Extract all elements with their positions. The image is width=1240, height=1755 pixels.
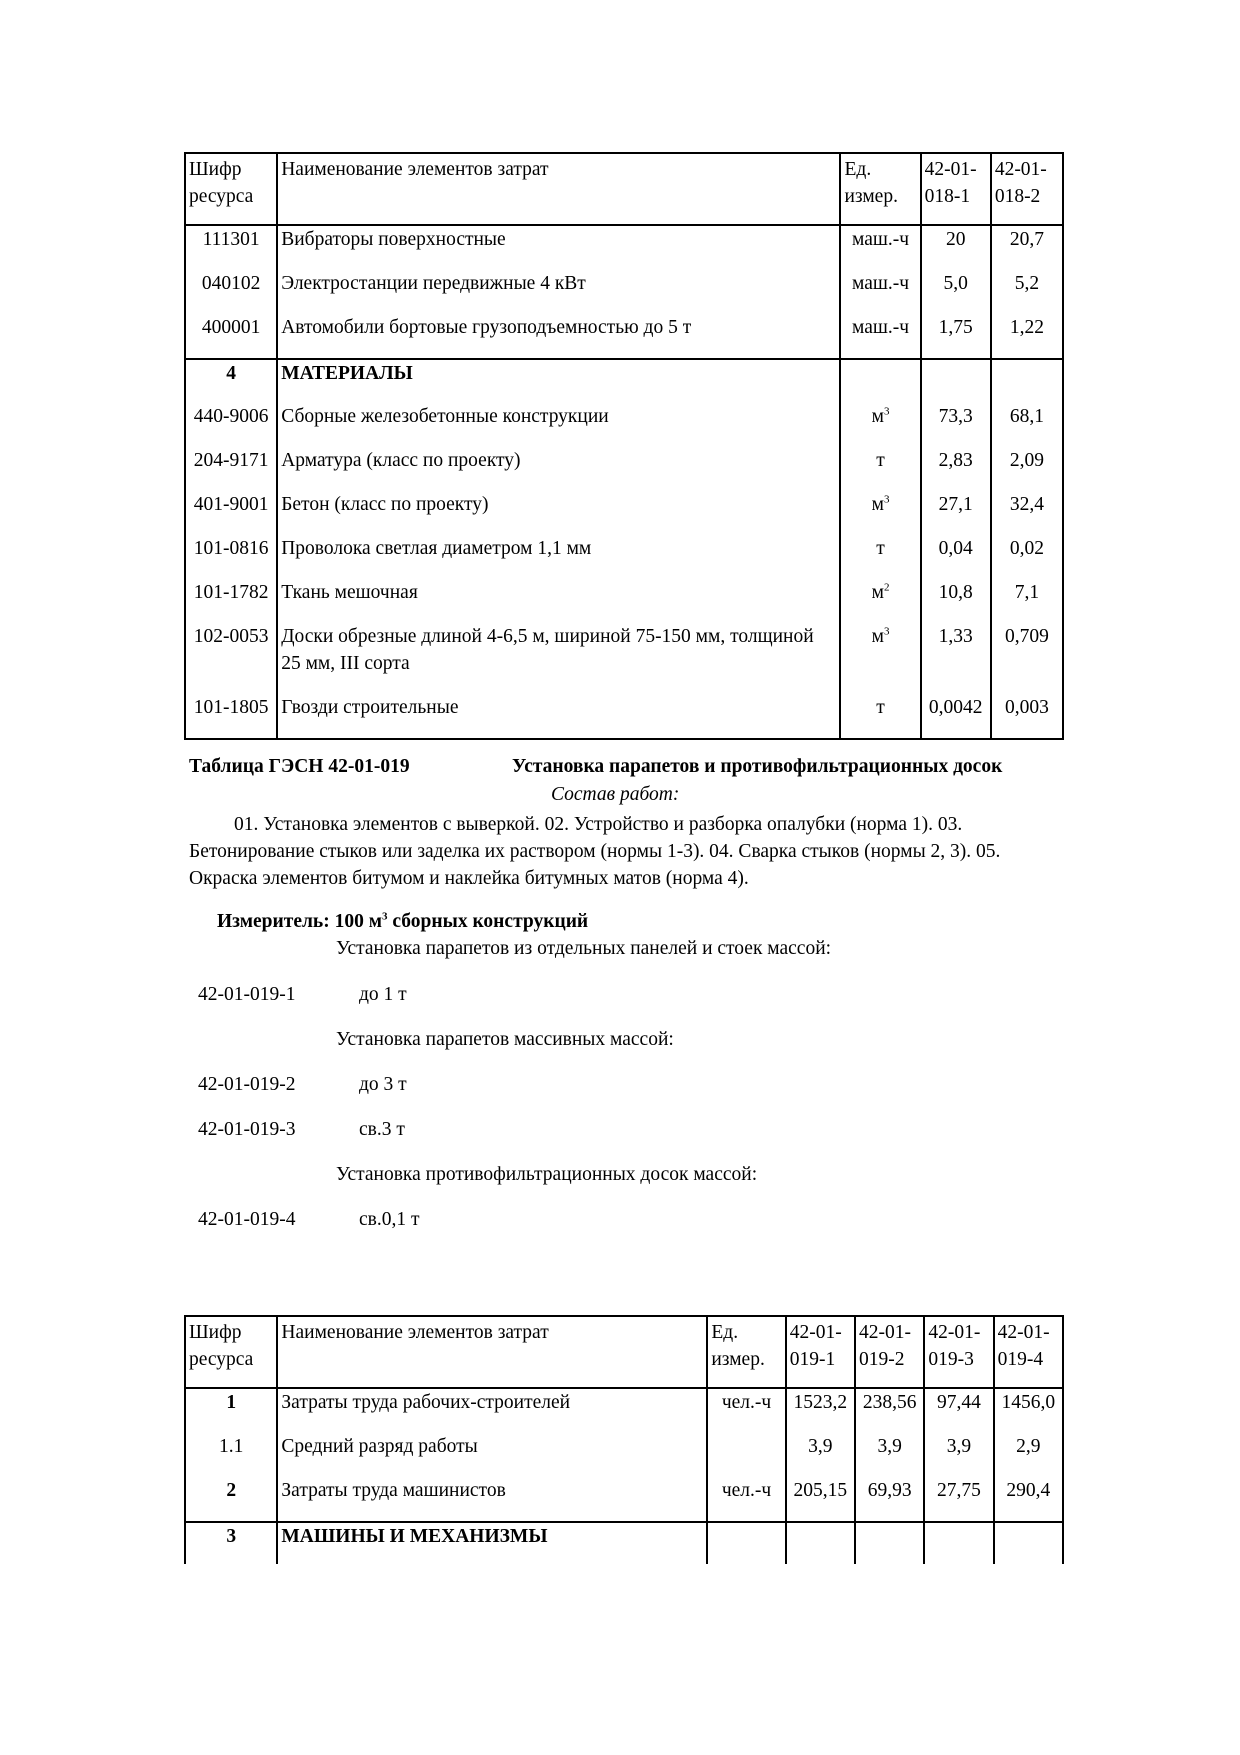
resource-unit: т <box>840 535 920 579</box>
resource-code: 111301 <box>185 225 277 270</box>
resource-code: 040102 <box>185 270 277 314</box>
resource-name: Затраты труда рабочих-строителей <box>277 1388 707 1433</box>
value-col-1: 2,83 <box>921 447 991 491</box>
header-col-2: 42-01-018-2 <box>991 153 1063 225</box>
value-col-2: 69,93 <box>855 1477 924 1522</box>
group-title-1: Установка парапетов из отдельных панелей и стоек массой: <box>336 938 832 959</box>
resource-name: Доски обрезные длиной 4-6,5 м, шириной 75-150 мм, толщиной 25 мм, III сорта <box>277 623 840 694</box>
resource-name: Сборные железобетонные конструкции <box>277 403 840 447</box>
header-unit: Ед. измер. <box>707 1316 785 1388</box>
resource-name: Автомобили бортовые грузоподъемностью до 5 т <box>277 314 840 359</box>
value-col-1: 27,1 <box>921 491 991 535</box>
resource-name: Бетон (класс по проекту) <box>277 491 840 535</box>
item-code-3: 42-01-019-3 <box>198 1119 296 1140</box>
value-col-2: 0,02 <box>991 535 1063 579</box>
resource-unit: маш.-ч <box>840 314 920 359</box>
resource-name: Затраты труда машинистов <box>277 1477 707 1522</box>
resource-name: Проволока светлая диаметром 1,1 мм <box>277 535 840 579</box>
header-unit: Ед. измер. <box>840 153 920 225</box>
section-row <box>185 1522 1063 1564</box>
item-code-2: 42-01-019-2 <box>198 1074 296 1095</box>
value-col-2: 0,003 <box>991 694 1063 739</box>
resource-code: 102-0053 <box>185 623 277 694</box>
value-col-2: 238,56 <box>855 1388 924 1433</box>
resource-code: 2 <box>185 1477 277 1522</box>
value-col-2: 1,22 <box>991 314 1063 359</box>
table-row <box>185 535 1063 579</box>
resource-unit: $м^2$ <box>840 579 920 623</box>
resource-code: 204-9171 <box>185 447 277 491</box>
resource-name: Вибраторы поверхностные <box>277 225 840 270</box>
resource-name: Арматура (класс по проекту) <box>277 447 840 491</box>
table-row <box>185 623 1063 694</box>
resource-code: 101-1805 <box>185 694 277 739</box>
resource-unit: маш.-ч <box>840 270 920 314</box>
resource-code: 101-0816 <box>185 535 277 579</box>
table-row <box>185 270 1063 314</box>
section-row <box>185 359 1063 403</box>
header-name: Наименование элементов затрат <box>277 153 840 225</box>
meter: Измеритель: 100 $м^3$ сборных конструкций <box>217 910 589 932</box>
resource-name: Электростанции передвижные 4 кВт <box>277 270 840 314</box>
header-col-1: 42-01-019-1 <box>786 1316 855 1388</box>
resource-unit: $м^3$ <box>840 623 920 694</box>
header-col-2: 42-01-019-2 <box>855 1316 924 1388</box>
resource-code: 1 <box>185 1388 277 1433</box>
group-title-2: Установка парапетов массивных массой: <box>336 1029 674 1050</box>
value-col-1: 5,0 <box>921 270 991 314</box>
resource-unit: т <box>840 447 920 491</box>
value-col-2: 68,1 <box>991 403 1063 447</box>
value-col-1: 3,9 <box>786 1433 855 1477</box>
header-col-1: 42-01-018-1 <box>921 153 991 225</box>
resource-unit: т <box>840 694 920 739</box>
resource-unit: $м^3$ <box>840 403 920 447</box>
value-col-1: 20 <box>921 225 991 270</box>
value-col-2: 3,9 <box>855 1433 924 1477</box>
resource-code: 401-9001 <box>185 491 277 535</box>
table-row <box>185 314 1063 359</box>
value-col-1: 205,15 <box>786 1477 855 1522</box>
value-col-2: 2,09 <box>991 447 1063 491</box>
value-col-4: 2,9 <box>994 1433 1063 1477</box>
table-row <box>185 403 1063 447</box>
resource-unit: маш.-ч <box>840 225 920 270</box>
table-row <box>185 694 1063 739</box>
table-title: Установка парапетов и противофильтрационных досок <box>512 756 1003 777</box>
section-name: МАШИНЫ И МЕХАНИЗМЫ <box>277 1522 707 1564</box>
resource-name: Средний разряд работы <box>277 1433 707 1477</box>
section-code: 3 <box>185 1522 277 1564</box>
item-code-1: 42-01-019-1 <box>198 984 296 1005</box>
value-col-1: 0,0042 <box>921 694 991 739</box>
resource-unit <box>707 1433 785 1477</box>
value-col-1: 73,3 <box>921 403 991 447</box>
value-col-4: 290,4 <box>994 1477 1063 1522</box>
value-col-1: 1,75 <box>921 314 991 359</box>
header-col-4: 42-01-019-4 <box>994 1316 1063 1388</box>
work-description: 01. Установка элементов с выверкой. 02. Устройство и разборка опалубки (норма 1). 03. Бетонирование стыков или заделка их раствором (нормы 1-3). 04. Сварка стыков (нормы 2, 3). 05. Окраска элементов битумом и наклейка битумных матов (норма 4). <box>189 814 1001 889</box>
item-text-4: св.0,1 т <box>359 1209 420 1230</box>
value-col-2: 7,1 <box>991 579 1063 623</box>
resource-name: Ткань мешочная <box>277 579 840 623</box>
header-name: Наименование элементов затрат <box>277 1316 707 1388</box>
table-row <box>185 225 1063 270</box>
value-col-3: 3,9 <box>924 1433 993 1477</box>
value-col-3: 97,44 <box>924 1388 993 1433</box>
work-heading: Состав работ: <box>551 784 680 805</box>
resource-code: 440-9006 <box>185 403 277 447</box>
section-name: МАТЕРИАЛЫ <box>277 359 840 403</box>
value-col-2: 32,4 <box>991 491 1063 535</box>
resource-unit: $м^3$ <box>840 491 920 535</box>
section-code: 4 <box>185 359 277 403</box>
header-code: Шифр ресурса <box>185 1316 277 1388</box>
value-col-4: 1456,0 <box>994 1388 1063 1433</box>
table-header-row <box>185 153 1063 225</box>
value-col-1: 10,8 <box>921 579 991 623</box>
value-col-2: 0,709 <box>991 623 1063 694</box>
item-text-1: до 1 т <box>359 984 407 1005</box>
item-text-2: до 3 т <box>359 1074 407 1095</box>
resource-unit: чел.-ч <box>707 1388 785 1433</box>
table-row <box>185 491 1063 535</box>
item-code-4: 42-01-019-4 <box>198 1209 296 1230</box>
value-col-1: 1523,2 <box>786 1388 855 1433</box>
value-col-2: 5,2 <box>991 270 1063 314</box>
resource-unit: чел.-ч <box>707 1477 785 1522</box>
value-col-3: 27,75 <box>924 1477 993 1522</box>
item-text-3: св.3 т <box>359 1119 405 1140</box>
resource-code: 1.1 <box>185 1433 277 1477</box>
value-col-1: 1,33 <box>921 623 991 694</box>
table-row <box>185 1388 1063 1433</box>
table-label: Таблица ГЭСН 42-01-019 <box>189 756 410 777</box>
resource-table-2 <box>184 1315 1064 1564</box>
table-row <box>185 447 1063 491</box>
resource-code: 400001 <box>185 314 277 359</box>
header-code: Шифр ресурса <box>185 153 277 225</box>
header-col-3: 42-01-019-3 <box>924 1316 993 1388</box>
table-row <box>185 579 1063 623</box>
value-col-1: 0,04 <box>921 535 991 579</box>
resource-code: 101-1782 <box>185 579 277 623</box>
resource-name: Гвозди строительные <box>277 694 840 739</box>
group-title-3: Установка противофильтрационных досок массой: <box>336 1164 758 1185</box>
table-row <box>185 1433 1063 1477</box>
table-header-row <box>185 1316 1063 1388</box>
value-col-2: 20,7 <box>991 225 1063 270</box>
table-row <box>185 1477 1063 1522</box>
resource-table-1 <box>184 152 1064 740</box>
